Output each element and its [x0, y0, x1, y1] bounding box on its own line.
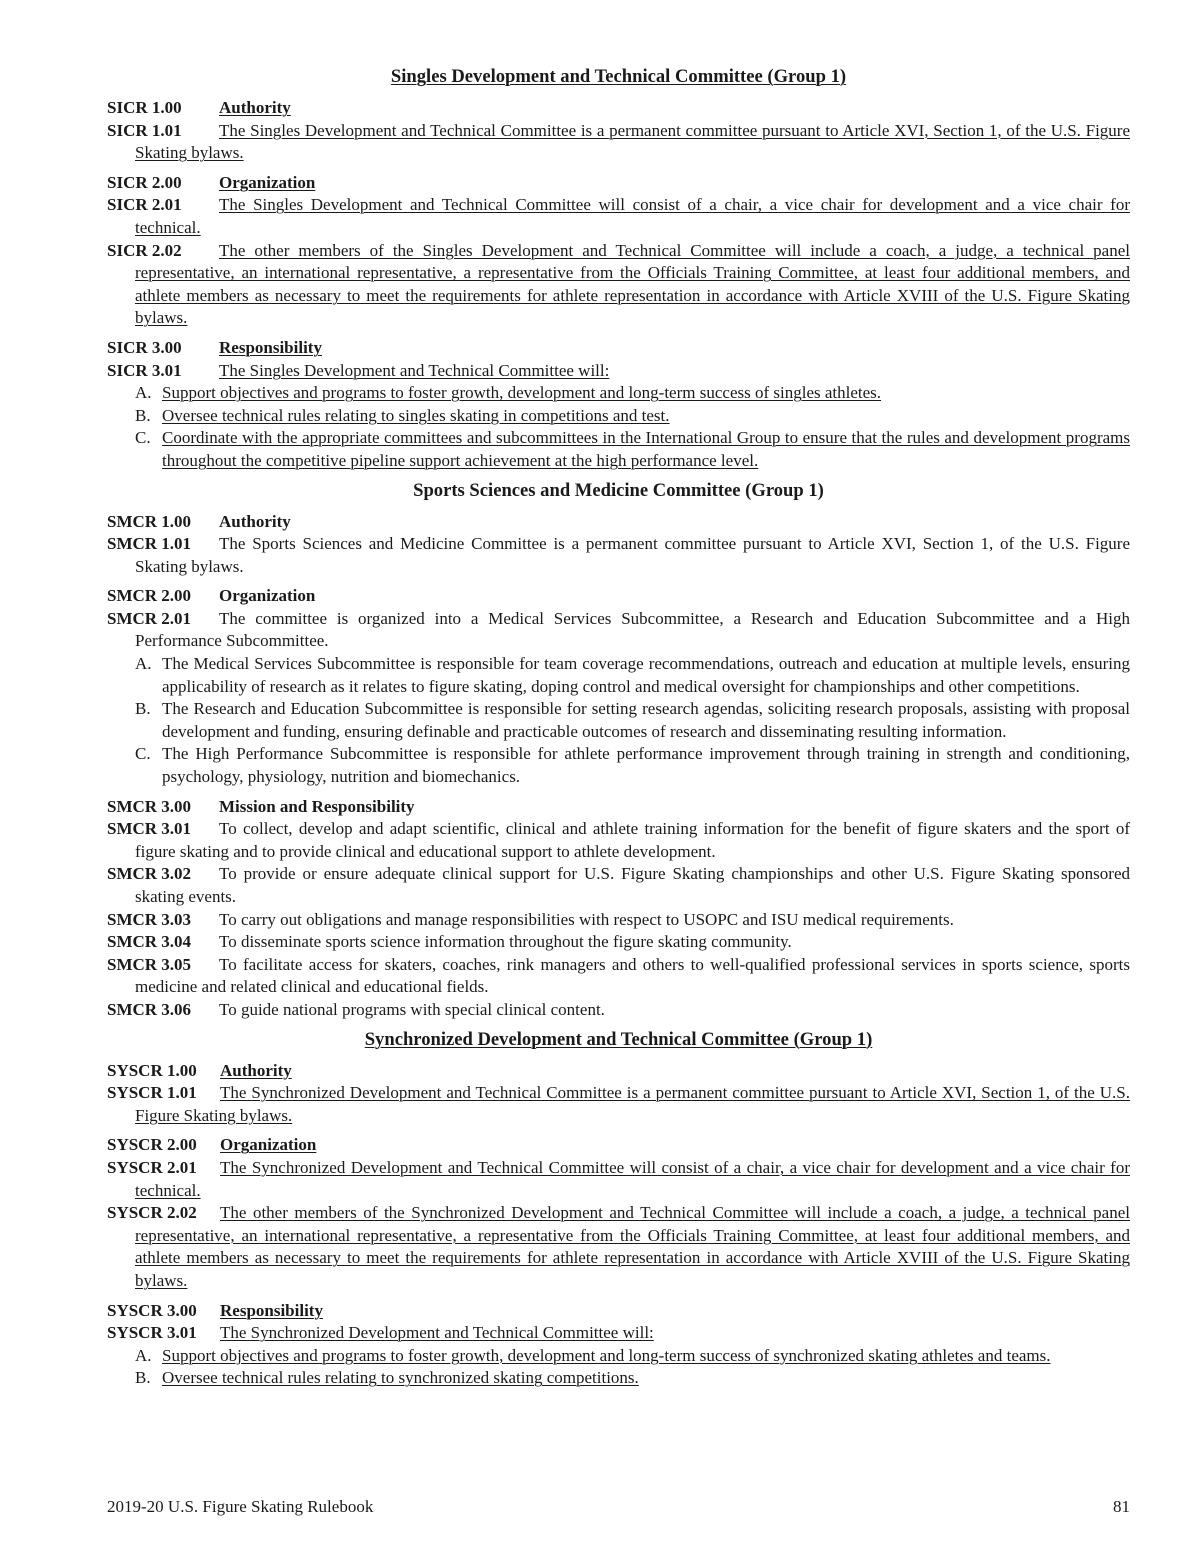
rule-heading-text: Authority [220, 1060, 292, 1080]
rule-heading [107, 172, 1130, 195]
rule-number: SMCR 3.04 [107, 932, 192, 952]
rule-number: SMCR 3.06 [107, 999, 192, 1019]
item-text: Oversee technical rules relating to synchronized skating competitions. [162, 1368, 639, 1388]
rule-number: SICR 2.00 [107, 172, 182, 192]
rule-paragraph [107, 909, 1130, 932]
rule-paragraph [107, 608, 1130, 653]
rule-number: SMCR 2.01 [107, 608, 192, 628]
rule-paragraph [107, 818, 1130, 863]
rule-text: The other members of the Singles Development and Technical Committee will include a coach, a judge, a technical panel representative, an international representative, a representative from the Officials Training Committee, at least four additional members, and athlete members as necessary to meet the requirements for athlete representation in accordance with Article XVIII of the U.S. Figure Skating bylaws. [135, 240, 1130, 328]
item-letter: B. [135, 699, 151, 719]
rule-group [107, 1300, 1130, 1390]
rule-group [107, 1060, 1130, 1128]
item-letter: B. [135, 1368, 151, 1388]
rule-heading-text: Authority [219, 98, 291, 117]
rule-paragraph [107, 1157, 1130, 1202]
footer-title: 2019-20 U.S. Figure Skating Rulebook [107, 1497, 374, 1516]
item-letter: C. [135, 744, 151, 764]
rule-text: The Singles Development and Technical Committee will consist of a chair, a vice chair for development and a vice chair for technical. [135, 195, 1130, 237]
list-item [107, 698, 1130, 743]
committee-section [107, 480, 1130, 1022]
rule-number: SYSCR 2.01 [107, 1157, 197, 1177]
rule-text: The committee is organized into a Medical Services Subcommittee, a Research and Education Subcommittee and a High Performance Subcommittee. [135, 608, 1130, 651]
list-item [107, 382, 1130, 405]
rule-group [107, 97, 1130, 165]
section-title: Sports Sciences and Medicine Committee (Group 1) [413, 479, 824, 501]
list-item [107, 743, 1130, 788]
rule-heading-text: Organization [219, 172, 316, 192]
rule-number: SMCR 3.01 [107, 819, 192, 839]
rule-paragraph [107, 1082, 1130, 1127]
committee-section [107, 1029, 1130, 1390]
rule-paragraph [107, 863, 1130, 908]
rule-number: SYSCR 2.02 [107, 1203, 197, 1223]
rule-heading-text: Responsibility [219, 337, 322, 357]
rule-text: To guide national programs with special clinical content. [219, 999, 605, 1019]
rule-number: SMCR 1.01 [107, 534, 192, 554]
rule-number: SYSCR 1.01 [107, 1083, 197, 1103]
rule-paragraph [107, 954, 1130, 999]
rule-paragraph [107, 533, 1130, 578]
rule-heading-text: Mission and Responsibility [219, 796, 415, 816]
rule-group [107, 585, 1130, 788]
rule-group [107, 172, 1130, 330]
item-text: The Research and Education Subcommittee is responsible for setting research agendas, soliciting research proposals, assisting with proposal development and funding, ensuring definable and practicable outcomes of research and disseminating resulting information. [162, 699, 1130, 741]
rule-number: SICR 2.01 [107, 195, 182, 215]
rule-paragraph [107, 360, 1130, 383]
rule-text: The Singles Development and Technical Committee will: [219, 360, 610, 380]
rule-heading [107, 1134, 1130, 1157]
rule-heading-text: Organization [219, 586, 316, 606]
item-text: Support objectives and programs to foster growth, development and long-term success of synchronized skating athletes and teams. [162, 1345, 1051, 1365]
rule-group [107, 511, 1130, 579]
rule-heading [107, 585, 1130, 608]
rule-number: SICR 2.02 [107, 240, 182, 260]
rule-number: SMCR 1.00 [107, 511, 192, 531]
rule-heading [107, 1060, 1130, 1083]
section-title: Synchronized Development and Technical Committee (Group 1) [364, 1028, 873, 1050]
rule-group [107, 1134, 1130, 1292]
rule-paragraph [107, 120, 1130, 165]
rule-number: SICR 1.01 [107, 120, 182, 140]
list-item [107, 653, 1130, 698]
rule-text: The Synchronized Development and Technical Committee will: [220, 1323, 654, 1343]
rule-text: To carry out obligations and manage responsibilities with respect to USOPC and ISU medical requirements. [219, 909, 954, 929]
rule-number: SMCR 3.05 [107, 954, 192, 974]
rule-heading [107, 796, 1130, 819]
rule-paragraph [107, 1202, 1130, 1292]
rule-paragraph [107, 931, 1130, 954]
item-letter: B. [135, 405, 151, 425]
item-letter: C. [135, 428, 151, 448]
rule-number: SICR 1.00 [107, 98, 182, 117]
item-text: The High Performance Subcommittee is responsible for athlete performance improvement through training in strength and conditioning, psychology, physiology, nutrition and biomechanics. [162, 744, 1130, 787]
rule-number: SICR 3.00 [107, 337, 182, 357]
rule-text: The Synchronized Development and Technical Committee will consist of a chair, a vice chair for development and a vice chair for technical. [135, 1157, 1130, 1200]
item-text: Support objectives and programs to foster growth, development and long-term success of singles athletes. [162, 383, 882, 403]
rulebook-page [107, 64, 1130, 1397]
list-item [107, 405, 1130, 428]
rule-text: To facilitate access for skaters, coaches, rink managers and others to well-qualified professional services in sports science, sports medicine and related clinical and educational fields. [135, 954, 1130, 997]
committee-section [107, 66, 1130, 473]
rule-number: SMCR 3.02 [107, 864, 192, 884]
rule-heading [107, 97, 1130, 120]
rule-number: SMCR 2.00 [107, 586, 192, 606]
item-text: The Medical Services Subcommittee is responsible for team coverage recommendations, outreach and education at multiple levels, ensuring applicability of research as it relates to figure skating, doping control and medical oversight for championships and other competitions. [162, 654, 1130, 696]
page-footer [107, 1496, 1130, 1518]
item-letter: A. [135, 383, 152, 403]
rule-heading [107, 1300, 1130, 1323]
rule-group [107, 796, 1130, 1022]
section-title: Singles Development and Technical Committee (Group 1) [390, 66, 847, 87]
rule-text: The Synchronized Development and Technical Committee is a permanent committee pursuant to Article XVI, Section 1, of the U.S. Figure Skating bylaws. [135, 1083, 1130, 1125]
rule-paragraph [107, 1322, 1130, 1345]
rule-heading [107, 337, 1130, 360]
rule-number: SMCR 3.00 [107, 796, 192, 816]
rule-number: SYSCR 1.00 [107, 1060, 197, 1080]
item-text: Oversee technical rules relating to singles skating in competitions and test. [162, 405, 670, 425]
rule-number: SICR 3.01 [107, 360, 182, 380]
item-letter: A. [135, 654, 152, 674]
rule-paragraph [107, 999, 1130, 1022]
rule-group [107, 337, 1130, 473]
rule-text: To collect, develop and adapt scientific, clinical and athlete training information for the benefit of figure skaters and the sport of figure skating and to provide clinical and educational support to athlete development. [135, 819, 1130, 861]
rule-number: SYSCR 3.00 [107, 1300, 197, 1320]
list-item [107, 427, 1130, 472]
rule-text: The other members of the Synchronized Development and Technical Committee will include a coach, a judge, a technical panel representative, an international representative, a representative from the Officials Training Committee, at least four additional members, and athlete members as necessary to meet the requirements for athlete representation in accordance with Article XVIII of the U.S. Figure Skating bylaws. [135, 1203, 1130, 1290]
rule-paragraph [107, 194, 1130, 239]
rule-heading-text: Organization [220, 1135, 317, 1155]
rule-text: The Sports Sciences and Medicine Committee is a permanent committee pursuant to Article XVI, Section 1, of the U.S. Figure Skating bylaws. [135, 534, 1130, 576]
item-letter: A. [135, 1345, 152, 1365]
rule-paragraph [107, 240, 1130, 330]
rule-number: SYSCR 3.01 [107, 1323, 197, 1343]
page-number: 81 [1113, 1497, 1130, 1516]
rule-heading-text: Authority [219, 511, 291, 531]
rule-text: The Singles Development and Technical Committee is a permanent committee pursuant to Article XVI, Section 1, of the U.S. Figure Skating bylaws. [135, 120, 1130, 163]
rule-heading-text: Responsibility [220, 1300, 323, 1320]
rule-text: To provide or ensure adequate clinical support for U.S. Figure Skating championships and other U.S. Figure Skating sponsored skating events. [135, 864, 1130, 906]
list-item [107, 1345, 1130, 1368]
rule-number: SMCR 3.03 [107, 909, 192, 929]
item-text: Coordinate with the appropriate committees and subcommittees in the International Group to ensure that the rules and development programs throughout the competitive pipeline support achievement at the high performance level. [162, 428, 1130, 470]
rule-number: SYSCR 2.00 [107, 1135, 197, 1155]
list-item [107, 1367, 1130, 1390]
rule-text: To disseminate sports science information throughout the figure skating community. [219, 932, 792, 952]
rule-heading [107, 511, 1130, 534]
